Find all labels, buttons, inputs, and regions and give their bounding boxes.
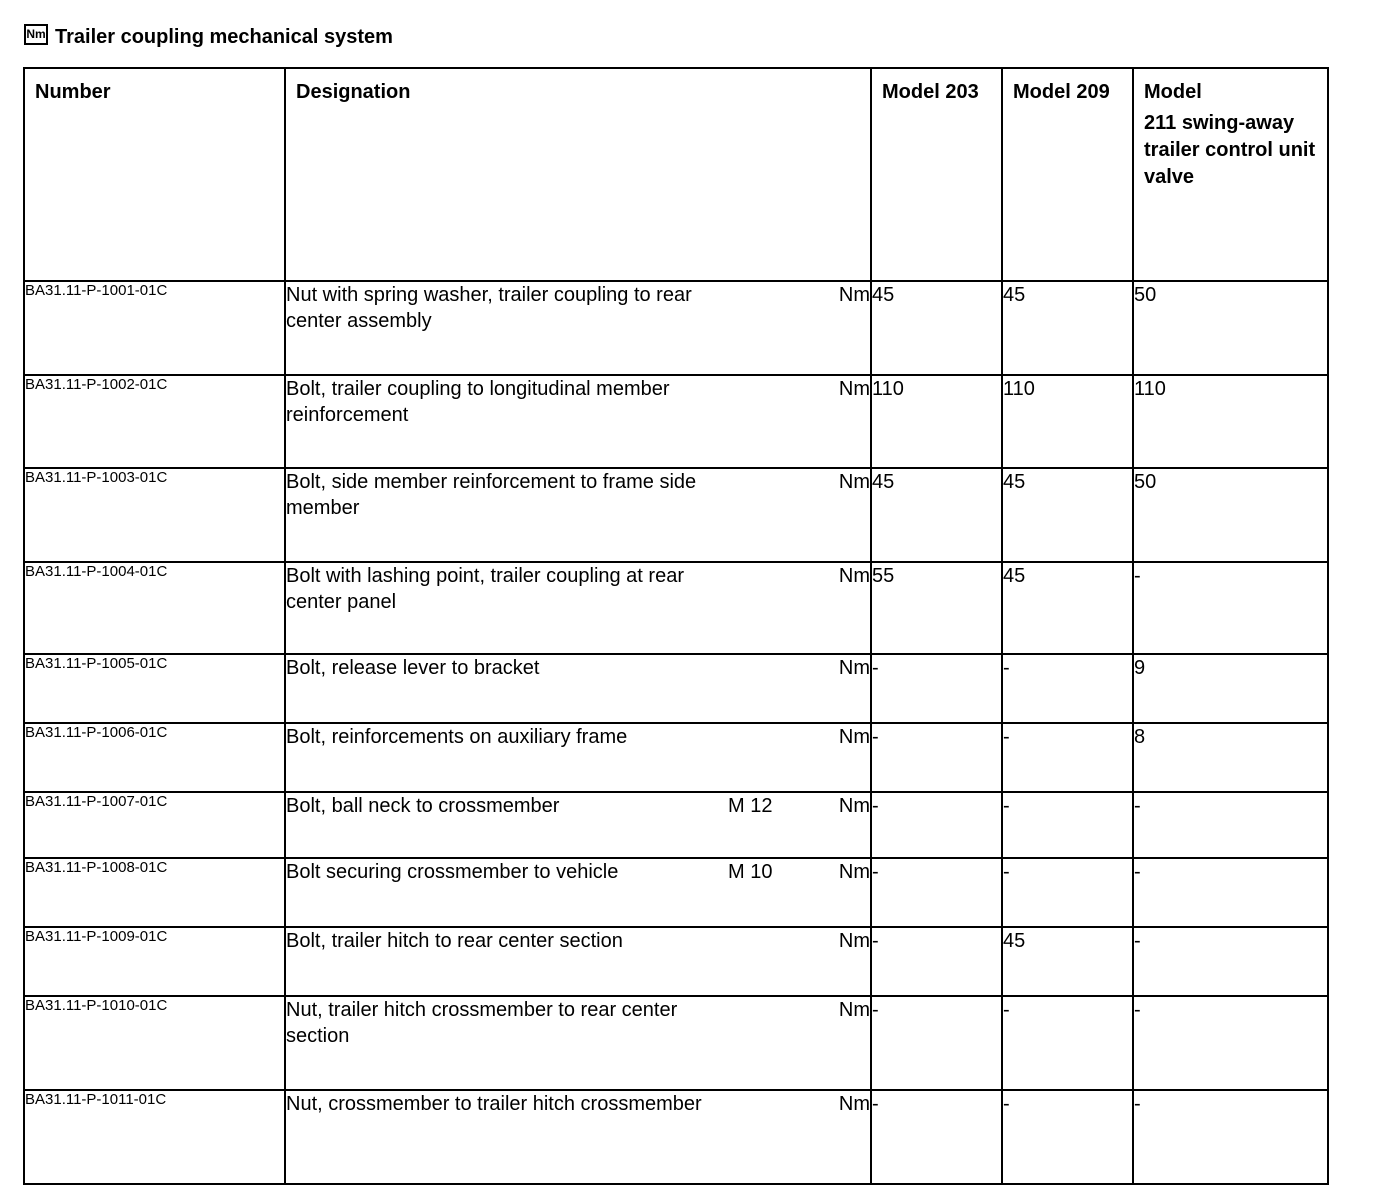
table-row — [24, 654, 1328, 723]
document-title-bar — [24, 22, 393, 52]
header-model-209: Model 209 — [1002, 68, 1133, 281]
row-model-211-value: - — [1133, 927, 1328, 996]
row-unit: Nm — [838, 657, 870, 679]
row-designation: Bolt, trailer hitch to rear center section — [286, 930, 623, 952]
row-model-203-value: 45 — [871, 281, 1002, 375]
table-row — [24, 792, 1328, 858]
row-model-211-value: - — [1133, 562, 1328, 654]
row-model-209-value: - — [1002, 792, 1133, 858]
row-designation-cell — [285, 562, 871, 654]
row-model-203-value: 110 — [871, 375, 1002, 468]
row-unit: Nm — [838, 795, 870, 817]
row-thread-size — [728, 282, 788, 334]
row-model-211-value: 110 — [1133, 375, 1328, 468]
row-number: BA31.11-P-1009-01C — [24, 927, 285, 996]
header-model-211-line2: 211 swing-away trailer control unit valve — [1144, 112, 1316, 188]
designation-wrap — [286, 469, 870, 521]
document-title: Trailer coupling mechanical system — [55, 25, 393, 48]
row-designation-cell — [285, 858, 871, 927]
table-header-row — [24, 68, 1328, 281]
row-number: BA31.11-P-1006-01C — [24, 723, 285, 792]
row-model-209-value: 45 — [1002, 562, 1133, 654]
designation-wrap — [286, 563, 870, 615]
row-designation: Bolt securing crossmember to vehicle — [286, 861, 619, 883]
row-designation-cell — [285, 468, 871, 562]
table-row — [24, 927, 1328, 996]
designation-wrap — [286, 724, 870, 750]
row-unit: Nm — [838, 284, 870, 306]
row-model-211-value: 9 — [1133, 654, 1328, 723]
row-designation: Bolt, side member reinforcement to frame side member — [286, 471, 697, 519]
row-model-203-value: - — [871, 792, 1002, 858]
row-unit: Nm — [838, 378, 870, 400]
row-designation-cell — [285, 927, 871, 996]
header-model-211 — [1133, 68, 1328, 281]
torque-spec-table — [23, 67, 1329, 1185]
row-designation-cell — [285, 654, 871, 723]
designation-wrap — [286, 997, 870, 1049]
row-designation: Nut, crossmember to trailer hitch crossmember — [286, 1093, 702, 1115]
row-model-211-value: 8 — [1133, 723, 1328, 792]
row-unit: Nm — [838, 861, 870, 883]
row-model-203-value: - — [871, 927, 1002, 996]
row-number: BA31.11-P-1011-01C — [24, 1090, 285, 1184]
row-number: BA31.11-P-1001-01C — [24, 281, 285, 375]
row-model-211-value: - — [1133, 1090, 1328, 1184]
designation-wrap — [286, 793, 870, 819]
row-number: BA31.11-P-1005-01C — [24, 654, 285, 723]
row-model-203-value: - — [871, 1090, 1002, 1184]
row-number: BA31.11-P-1010-01C — [24, 996, 285, 1090]
designation-wrap — [286, 655, 870, 681]
designation-wrap — [286, 376, 870, 428]
row-thread-size — [728, 469, 788, 521]
row-model-209-value: 45 — [1002, 281, 1133, 375]
row-thread-size — [728, 1091, 788, 1117]
row-designation-cell — [285, 792, 871, 858]
table-row — [24, 858, 1328, 927]
row-model-209-value: - — [1002, 723, 1133, 792]
designation-wrap — [286, 1091, 870, 1117]
row-model-203-value: - — [871, 654, 1002, 723]
row-model-209-value: - — [1002, 1090, 1133, 1184]
row-model-211-value: 50 — [1133, 468, 1328, 562]
row-designation-cell — [285, 281, 871, 375]
row-number: BA31.11-P-1008-01C — [24, 858, 285, 927]
row-model-209-value: 110 — [1002, 375, 1133, 468]
table-body — [24, 281, 1328, 1184]
row-model-211-value: 50 — [1133, 281, 1328, 375]
row-thread-size: M 12 — [728, 795, 773, 817]
row-model-203-value: 55 — [871, 562, 1002, 654]
table-row — [24, 468, 1328, 562]
row-unit: Nm — [838, 726, 870, 748]
row-model-209-value: - — [1002, 654, 1133, 723]
designation-wrap — [286, 859, 870, 885]
row-designation: Bolt, reinforcements on auxiliary frame — [286, 726, 628, 748]
designation-wrap — [286, 282, 870, 334]
row-thread-size — [728, 563, 788, 615]
torque-nm-icon: Nm — [24, 24, 48, 45]
header-designation: Designation — [285, 68, 871, 281]
row-designation: Nut, trailer hitch crossmember to rear center section — [286, 999, 678, 1047]
row-model-203-value: 45 — [871, 468, 1002, 562]
row-number: BA31.11-P-1004-01C — [24, 562, 285, 654]
row-designation-cell — [285, 996, 871, 1090]
row-model-211-value: - — [1133, 996, 1328, 1090]
row-model-209-value: - — [1002, 858, 1133, 927]
row-unit: Nm — [838, 1093, 870, 1115]
table-row — [24, 562, 1328, 654]
row-thread-size — [728, 724, 788, 750]
row-model-209-value: 45 — [1002, 468, 1133, 562]
table-row — [24, 281, 1328, 375]
row-designation: Bolt, ball neck to crossmember — [286, 795, 560, 817]
header-model-211-line1: Model — [1144, 81, 1202, 103]
table-row — [24, 375, 1328, 468]
row-model-211-value: - — [1133, 792, 1328, 858]
row-model-209-value: 45 — [1002, 927, 1133, 996]
row-designation: Bolt with lashing point, trailer coupling at rear center panel — [286, 565, 684, 613]
table-row — [24, 1090, 1328, 1184]
table-row — [24, 723, 1328, 792]
row-designation-cell — [285, 1090, 871, 1184]
row-number: BA31.11-P-1002-01C — [24, 375, 285, 468]
row-designation: Bolt, release lever to bracket — [286, 657, 540, 679]
row-model-211-value: - — [1133, 858, 1328, 927]
row-designation: Bolt, trailer coupling to longitudinal member reinforcement — [286, 378, 670, 426]
row-model-203-value: - — [871, 723, 1002, 792]
row-model-209-value: - — [1002, 996, 1133, 1090]
row-unit: Nm — [838, 930, 870, 952]
row-thread-size — [728, 376, 788, 428]
designation-wrap — [286, 928, 870, 954]
row-designation: Nut with spring washer, trailer coupling to rear center assembly — [286, 284, 692, 332]
row-unit: Nm — [838, 471, 870, 493]
row-thread-size — [728, 655, 788, 681]
row-designation-cell — [285, 723, 871, 792]
row-thread-size: M 10 — [728, 861, 773, 883]
row-model-203-value: - — [871, 858, 1002, 927]
row-model-203-value: - — [871, 996, 1002, 1090]
row-number: BA31.11-P-1003-01C — [24, 468, 285, 562]
row-thread-size — [728, 997, 788, 1049]
table-row — [24, 996, 1328, 1090]
row-unit: Nm — [838, 565, 870, 587]
header-number: Number — [24, 68, 285, 281]
row-thread-size — [728, 928, 788, 954]
row-designation-cell — [285, 375, 871, 468]
header-model-203: Model 203 — [871, 68, 1002, 281]
row-number: BA31.11-P-1007-01C — [24, 792, 285, 858]
row-unit: Nm — [838, 999, 870, 1021]
